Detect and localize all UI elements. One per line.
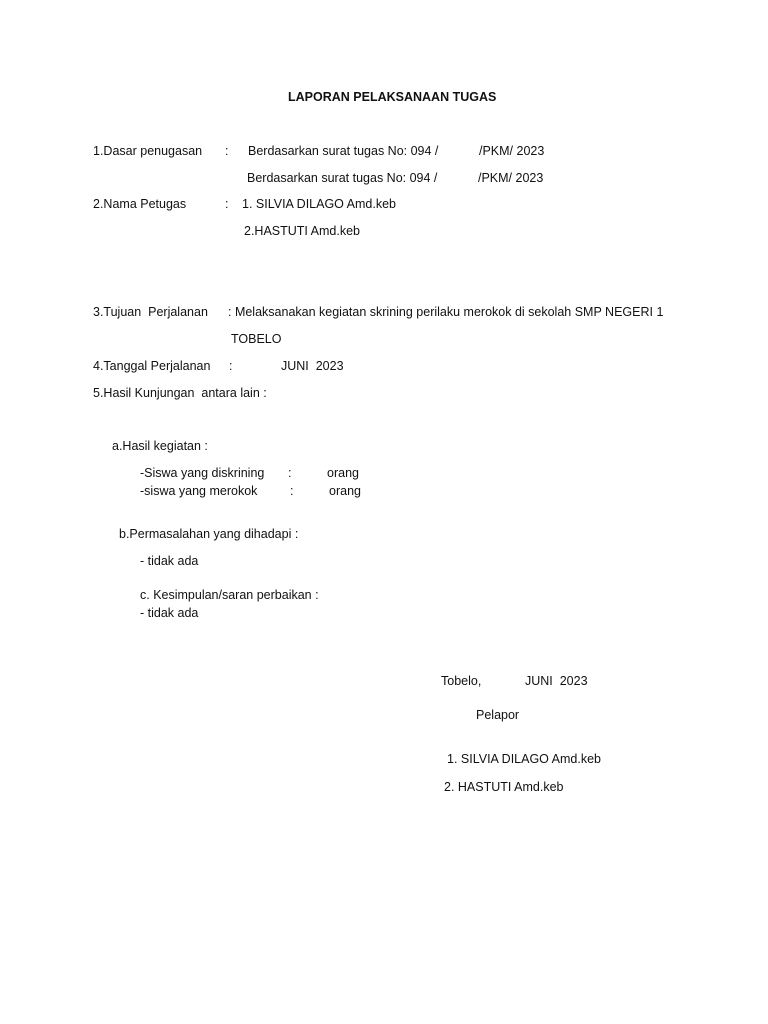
nama-colon: : — [225, 197, 229, 211]
hasil-kegiatan-label: a.Hasil kegiatan : — [112, 439, 208, 453]
tanggal-colon: : — [229, 359, 233, 373]
hasil-row-unit: orang — [329, 484, 361, 498]
signature-name-2: 2. HASTUTI Amd.keb — [444, 780, 564, 794]
document-title: LAPORAN PELAKSANAAN TUGAS — [288, 90, 497, 104]
tujuan-value-line1: : Melaksanakan kegiatan skrining perilaku merokok di sekolah SMP NEGERI 1 — [228, 305, 664, 319]
tujuan-value-line2: TOBELO — [231, 332, 282, 346]
permasalahan-label: b.Permasalahan yang dihadapi : — [119, 527, 299, 541]
tanggal-value: JUNI 2023 — [281, 359, 344, 373]
hasil-row-colon: : — [288, 466, 292, 480]
kesimpulan-value: - tidak ada — [140, 606, 199, 620]
tanggal-label: 4.Tanggal Perjalanan — [93, 359, 211, 373]
hasil-row-unit: orang — [327, 466, 359, 480]
signature-place: Tobelo, — [441, 674, 482, 688]
signature-date: JUNI 2023 — [525, 674, 588, 688]
dasar-line2: Berdasarkan surat tugas No: 094 / — [247, 171, 438, 185]
hasil-row-label: -siswa yang merokok — [140, 484, 258, 498]
hasil-row-colon: : — [290, 484, 294, 498]
nama-label: 2.Nama Petugas — [93, 197, 187, 211]
dasar-label: 1.Dasar penugasan — [93, 144, 203, 158]
officer-1: 1. SILVIA DILAGO Amd.keb — [242, 197, 397, 211]
dasar-colon: : — [225, 144, 229, 158]
officer-2: 2.HASTUTI Amd.keb — [244, 224, 361, 238]
tujuan-label: 3.Tujuan Perjalanan — [93, 305, 208, 319]
kesimpulan-label: c. Kesimpulan/saran perbaikan : — [140, 588, 319, 602]
signature-name-1: 1. SILVIA DILAGO Amd.keb — [447, 752, 602, 766]
dasar-line1-suffix: /PKM/ 2023 — [479, 144, 545, 158]
dasar-line2-suffix: /PKM/ 2023 — [478, 171, 544, 185]
hasil-label: 5.Hasil Kunjungan antara lain : — [93, 386, 267, 400]
dasar-line1: Berdasarkan surat tugas No: 094 / — [248, 144, 439, 158]
hasil-row-label: -Siswa yang diskrining — [140, 466, 265, 480]
permasalahan-value: - tidak ada — [140, 554, 199, 568]
signature-role: Pelapor — [476, 708, 520, 722]
